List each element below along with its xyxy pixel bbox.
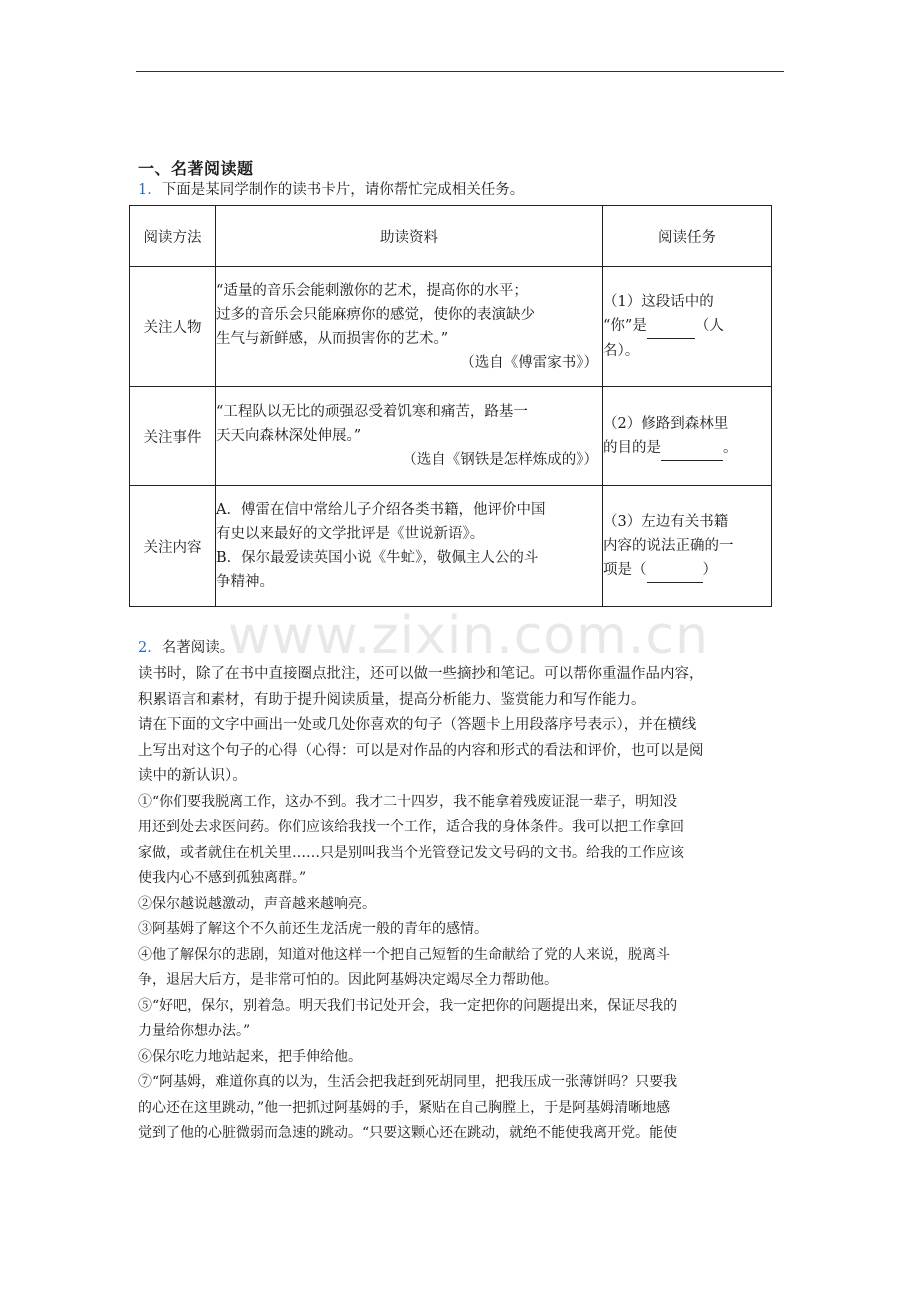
passage-line: 觉到了他的心脏微弱而急速的跳动。“只要这颗心还在跳动，就绝不能使我离开党。能使 — [138, 1125, 678, 1141]
material-line: 天天向森林深处伸展。” — [216, 428, 362, 444]
passage-line: ④他了解保尔的悲剧，知道对他这样一个把自己短暂的生命献给了党的人来说，脱离斗 — [138, 946, 670, 963]
task-line: （2）修路到森林里 — [603, 415, 729, 432]
material-line: “工程队以无比的顽强忍受着饥寒和痛苦，路基一 — [216, 404, 528, 420]
row-task — [603, 387, 772, 486]
material-line: 有史以来最好的文学批评是《世说新语》。 — [216, 526, 485, 542]
intro-line: 读书时，除了在书中直接圈点批注，还可以做一些摘抄和笔记。可以帮你重温作品内容， — [138, 666, 704, 682]
question-1-text: 下面是某同学制作的读书卡片，请你帮忙完成相关任务。 — [161, 182, 525, 198]
passage-line: 的心还在这里跳动，”他一把抓过阿基姆的手，紧贴在自己胸膛上，于是阿基姆清晰地感 — [138, 1099, 671, 1116]
row-material — [216, 387, 603, 486]
answer-blank[interactable] — [661, 436, 723, 461]
task-line: 项是（ ） — [603, 558, 771, 583]
header-rule — [136, 71, 784, 72]
watermark: www.zixin.com.cn — [228, 606, 709, 666]
question-2-text: 名著阅读。 — [161, 640, 235, 656]
answer-blank[interactable] — [647, 314, 695, 339]
table-row — [130, 486, 772, 607]
section-title: 一、名著阅读题 — [138, 159, 254, 178]
passage-line: ②保尔越说越激动，声音越来越响亮。 — [138, 895, 376, 912]
passage-line: ⑤“好吧，保尔，别着急。明天我们书记处开会，我一定把你的问题提出来，保证尽我的 — [138, 997, 678, 1014]
task-line: 内容的说法正确的一 — [603, 537, 734, 554]
passage-line: 使我内心不感到孤独离群。” — [138, 870, 307, 886]
table-row — [130, 387, 772, 486]
passage-line: ⑦“阿基姆，难道你真的以为，生活会把我赶到死胡同里，把我压成一张薄饼吗？只要我 — [138, 1074, 678, 1090]
row-task — [603, 486, 772, 607]
passage-line: 力量给你想办法。” — [138, 1023, 251, 1039]
answer-blank[interactable] — [647, 558, 703, 583]
material-source: （选自《钢铁是怎样炼成的》） — [402, 452, 598, 468]
question-1-prompt — [138, 178, 524, 199]
task-line: 的目的是 。 — [603, 436, 771, 461]
task-line: （3）左边有关书籍 — [603, 513, 729, 530]
reading-card-table — [129, 205, 772, 607]
row-material — [216, 486, 603, 607]
intro-line: 读中的新认识）。 — [138, 768, 247, 784]
row-method: 关注内容 — [130, 486, 216, 607]
task-line: “你”是 （人 — [603, 314, 771, 339]
intro-line: 上写出对这个句子的心得（心得：可以是对作品的内容和形式的看法和评价，也可以是阅 — [138, 742, 704, 759]
material-line: 生气与新鲜感，从而损害你的艺术。” — [216, 330, 449, 347]
material-line: B．保尔最爱读英国小说《牛虻》，敬佩主人公的斗 — [216, 550, 539, 566]
question-2-title — [138, 636, 234, 657]
intro-line: 请在下面的文字中画出一处或几处你喜欢的句子（答题卡上用段落序号表示），并在横线 — [138, 717, 697, 733]
material-line: “适量的音乐会能刺激你的艺术，提高你的水平； — [216, 282, 528, 299]
passage-line: ⑥保尔吃力地站起来，把手伸给他。 — [138, 1048, 362, 1065]
material-line: 过多的音乐会只能麻痹你的感觉，使你的表演缺少 — [216, 306, 535, 323]
passage-line: 争，退居大后方，是非常可怕的。因此阿基姆决定竭尽全力帮助他。 — [138, 972, 558, 988]
passage-line: 用还到处去求医问药。你们应该给我找一个工作，适合我的身体条件。我可以把工作拿回 — [138, 819, 684, 835]
row-task — [603, 267, 772, 387]
passage-line: 家做，或者就住在机关里……只是别叫我当个光管登记发文号码的文书。给我的工作应该 — [138, 844, 684, 861]
row-material — [216, 267, 603, 387]
task-line: 名）。 — [603, 343, 640, 359]
table-header-row — [130, 206, 772, 267]
table-row — [130, 267, 772, 387]
header-method: 阅读方法 — [130, 206, 216, 267]
row-method: 关注事件 — [130, 387, 216, 486]
question-2-body — [138, 662, 784, 1147]
header-material: 助读资料 — [216, 206, 603, 267]
passage-line: ①“你们要我脱离工作，这办不到。我才二十四岁，我不能拿着残废证混一辈子，明知没 — [138, 793, 678, 810]
question-2-number: 2． — [138, 640, 162, 656]
header-task: 阅读任务 — [603, 206, 772, 267]
passage-line: ③阿基姆了解这个不久前还生龙活虎一般的青年的感情。 — [138, 921, 488, 937]
intro-line: 积累语言和素材，有助于提升阅读质量，提高分析能力、鉴赏能力和写作能力。 — [138, 691, 646, 708]
row-method: 关注人物 — [130, 267, 216, 387]
material-source: （选自《傅雷家书》） — [460, 354, 598, 371]
task-line: （1）这段话中的 — [603, 294, 714, 310]
material-line: 争精神。 — [216, 574, 274, 590]
question-1-number: 1． — [138, 182, 162, 198]
material-line: A．傅雷在信中常给儿子介绍各类书籍，他评价中国 — [216, 502, 546, 518]
